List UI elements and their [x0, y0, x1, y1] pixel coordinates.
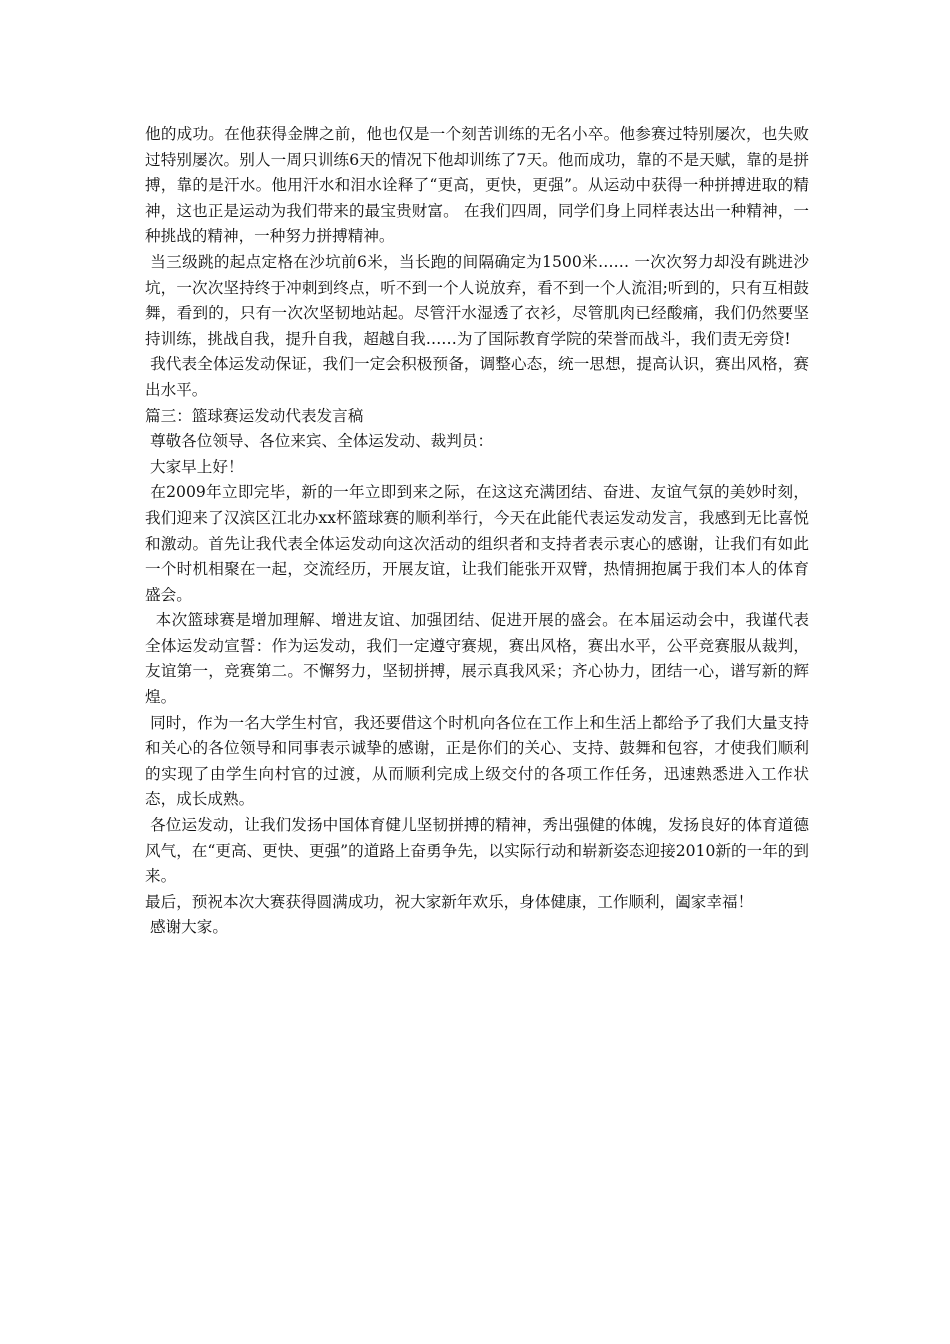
- paragraph-thank-you: 感谢大家。: [145, 918, 228, 937]
- document-body: [145, 122, 809, 941]
- paragraph-greeting: 大家早上好！: [145, 457, 244, 476]
- section-heading: 篇三：篮球赛运发动代表发言稿: [145, 406, 364, 425]
- paragraph-call-to-action: 各位运发动，让我们发扬中国体育健儿坚韧拼搏的精神，秀出强健的体魄，发扬良好的体育道德风气，在“更高、更快、更强”的道路上奋勇争先，以实际行动和崭新姿态迎接2010新的一年的到来。: [145, 816, 809, 886]
- paragraph-closing-wishes: 最后，预祝本次大赛获得圆满成功，祝大家新年欢乐，身体健康，工作顺利，阖家幸福！: [145, 892, 754, 911]
- paragraph-athlete-pledge: 我代表全体运发动保证，我们一定会积极预备，调整心态，统一思想，提高认识，赛出风格，赛出水平。: [145, 355, 809, 399]
- paragraph-champion-story: 他的成功。在他获得金牌之前，他也仅是一个刻苦训练的无名小卒。他参赛过特别屡次，也失败过特别屡次。别人一周只训练6天的情况下他却训练了7天。他而成功，靠的不是天赋，靠的是拼搏，靠的是汗水。他用汗水和泪水诠释了“更高，更快，更强”。从运动中获得一种拼搏进取的精神，这也正是运动为我们带来的最宝贵财富。 在我们四周，同学们身上同样表达出一种精神，一种挑战的精神，一种努力拼搏精神。: [145, 125, 809, 246]
- paragraph-oath: 本次篮球赛是增加理解、增进友谊、加强团结、促进开展的盛会。在本届运动会中，我谨代表全体运发动宣誓：作为运发动，我们一定遵守赛规，赛出风格，赛出水平，公平竞赛服从裁判，友谊第一，竞赛第二。不懈努力，坚韧拼搏，展示真我风采；齐心协力，团结一心，谱写新的辉煌。: [145, 611, 809, 707]
- paragraph-thanks-village-official: 同时，作为一名大学生村官，我还要借这个时机向各位在工作上和生活上都给予了我们大量支持和关心的各位领导和同事表示诚挚的感谢，正是你们的关心、支持、鼓舞和包容，才使我们顺利的实现了由学生向村官的过渡，从而顺利完成上级交付的各项工作任务，迅速熟悉进入工作状态，成长成熟。: [145, 713, 809, 809]
- paragraph-opening: 在2009年立即完毕，新的一年立即到来之际，在这这充满团结、奋进、友谊气氛的美妙时刻，我们迎来了汉滨区江北办xx杯篮球赛的顺利举行，今天在此能代表运发动发言，我感到无比喜悦和激动。首先让我代表全体运发动向这次活动的组织者和支持者表示衷心的感谢，让我们有如此一个时机相聚在一起，交流经历，开展友谊，让我们能张开双臂，热情拥抱属于我们本人的体育盛会。: [145, 483, 809, 604]
- paragraph-triple-jump: 当三级跳的起点定格在沙坑前6米，当长跑的间隔确定为1500米…… 一次次努力却没有跳进沙坑，一次次坚持终于冲刺到终点，听不到一个人说放弃，看不到一个人流泪;听到的，只有互相鼓舞，看到的，只有一次次坚韧地站起。尽管汗水湿透了衣衫，尽管肌肉已经酸痛，我们仍然要坚持训练，挑战自我，提升自我，超越自我……为了国际教育学院的荣誉而战斗，我们责无旁贷!: [145, 252, 809, 348]
- paragraph-salutation: 尊敬各位领导、各位来宾、全体运发动、裁判员：: [145, 432, 494, 451]
